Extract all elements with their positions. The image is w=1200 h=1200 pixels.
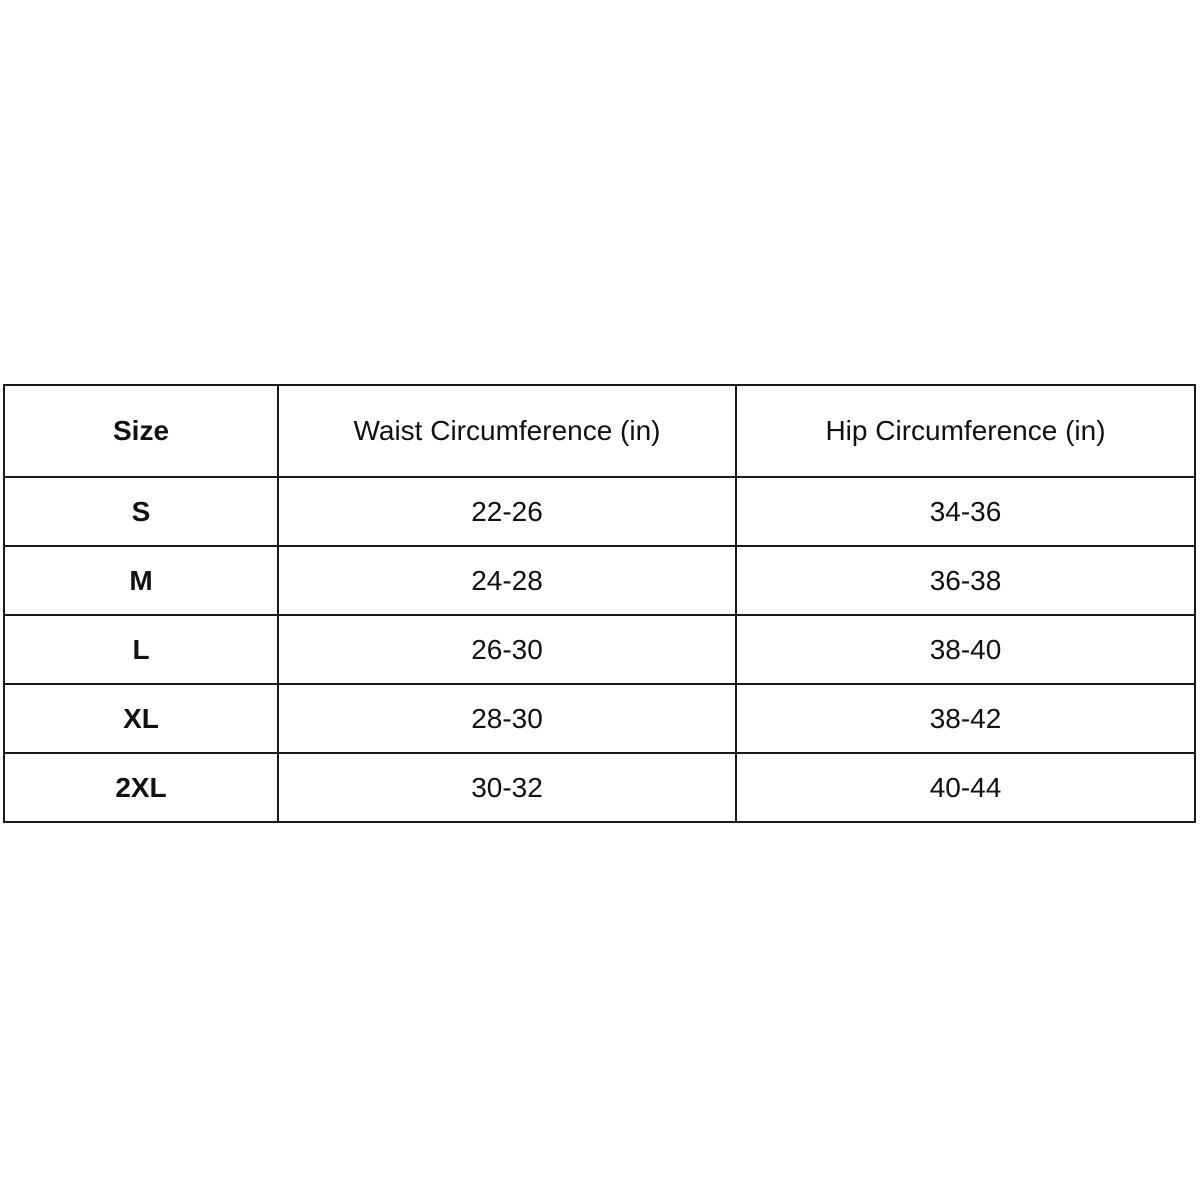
size-chart-table <box>3 384 1196 823</box>
waist-cell: 28-30 <box>278 684 736 753</box>
table-row <box>4 615 1195 684</box>
table-row <box>4 546 1195 615</box>
table-row <box>4 684 1195 753</box>
size-cell: L <box>4 615 278 684</box>
hip-cell: 36-38 <box>736 546 1195 615</box>
header-size: Size <box>4 385 278 477</box>
hip-cell: 34-36 <box>736 477 1195 546</box>
size-cell: XL <box>4 684 278 753</box>
waist-cell: 26-30 <box>278 615 736 684</box>
size-cell: S <box>4 477 278 546</box>
waist-cell: 24-28 <box>278 546 736 615</box>
table-row <box>4 477 1195 546</box>
hip-cell: 38-42 <box>736 684 1195 753</box>
size-cell: 2XL <box>4 753 278 822</box>
table-row <box>4 753 1195 822</box>
hip-cell: 40-44 <box>736 753 1195 822</box>
waist-cell: 22-26 <box>278 477 736 546</box>
header-waist: Waist Circumference (in) <box>278 385 736 477</box>
waist-cell: 30-32 <box>278 753 736 822</box>
table-header-row <box>4 385 1195 477</box>
size-cell: M <box>4 546 278 615</box>
hip-cell: 38-40 <box>736 615 1195 684</box>
header-hip: Hip Circumference (in) <box>736 385 1195 477</box>
